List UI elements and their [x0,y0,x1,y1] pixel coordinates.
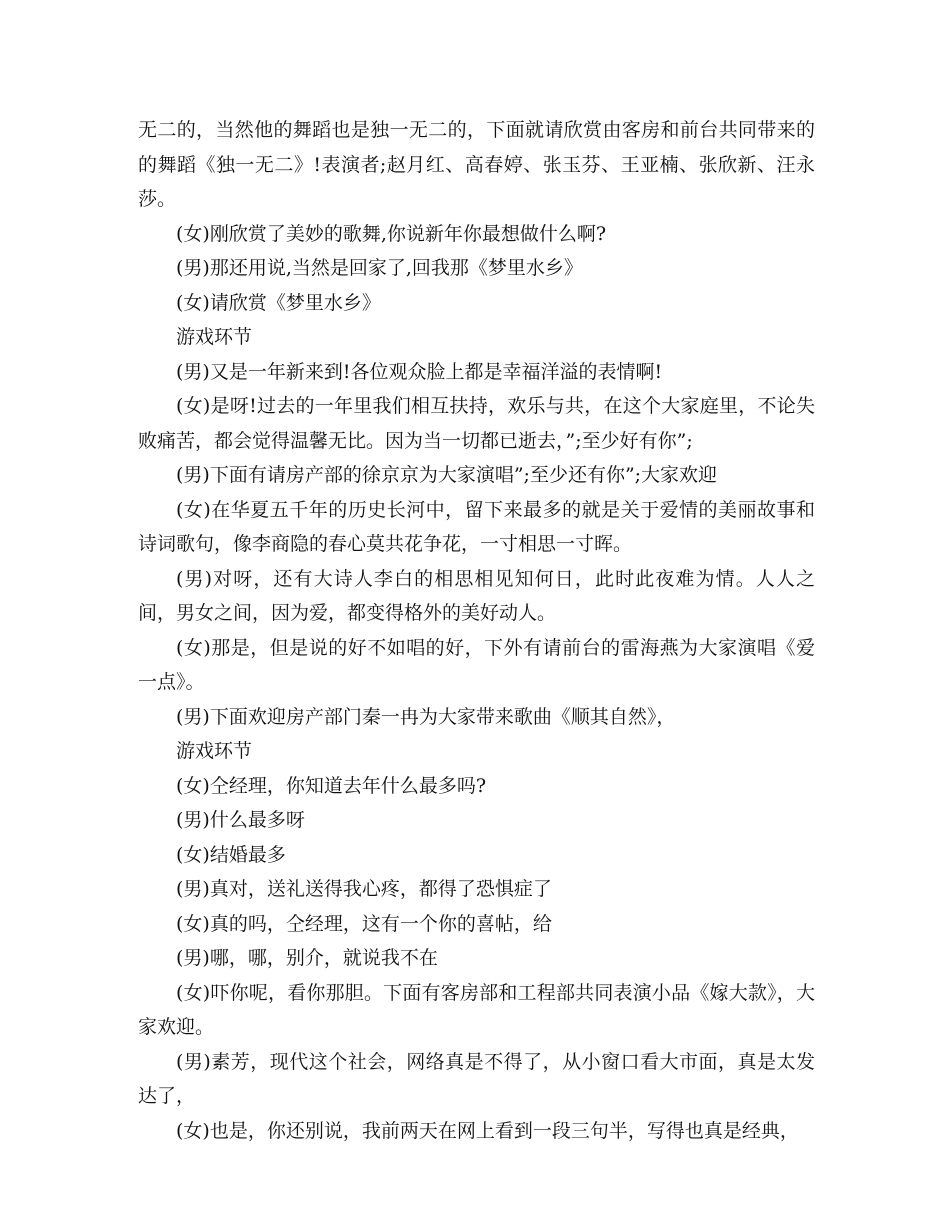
paragraph: (男)什么最多呀 [176,809,305,831]
paragraph: (女)也是，你还别说，我前两天在网上看到一段三句半，写得也真是经典， [176,1119,799,1142]
paragraph: (女)请欣赏《梦里水乡》 [176,291,381,314]
paragraph: (男)哪，哪，别介，就说我不在 [176,947,438,969]
paragraph: (女)刚欣赏了美妙的歌舞,你说新年你最想做什么啊? [176,222,607,245]
paragraph: (女)是呀!过去的一年里我们相互扶持，欢乐与共，在这个大家庭里，不论失败痛苦，都会觉得温馨无比。因为当一切都已逝去，”;至少好有你”; [138,395,815,452]
paragraph: (男)素芳，现代这个社会，网络真是不得了，从小窗口看大市面，真是太发达了， [138,1050,815,1107]
paragraph: (女)吓你呢，看你那胆。下面有客房部和工程部共同表演小品《嫁大款》，大家欢迎。 [138,981,815,1038]
paragraph: (男)对呀，还有大诗人李白的相思相见知何日，此时此夜难为情。人人之间，男女之间，因为爱，都变得格外的美好动人。 [138,567,815,624]
section-heading: 游戏环节 [176,326,253,348]
paragraph: (男)那还用说,当然是回家了,回我那《梦里水乡》 [176,257,583,279]
section-heading: 游戏环节 [176,740,253,762]
paragraph: (女)那是，但是说的好不如唱的好，下外有请前台的雷海燕为大家演唱《爱一点》。 [138,636,815,693]
document-body [138,113,815,1148]
paragraph: (女)结婚最多 [176,843,286,866]
paragraph: (男)又是一年新来到!各位观众脸上都是幸福洋溢的表情啊! [176,360,663,383]
paragraph: (男)真对，送礼送得我心疼，都得了恐惧症了 [176,878,552,900]
paragraph: (男)下面有请房产部的徐京京为大家演唱”;至少还有你”;大家欢迎 [176,464,718,486]
paragraph: (女)仝经理，你知道去年什么最多吗? [176,774,487,797]
paragraph: (男)下面欢迎房产部门秦一冉为大家带来歌曲《顺其自然》， [176,705,676,728]
paragraph: 无二的，当然他的舞蹈也是独一无二的，下面就请欣赏由客房和前台共同带来的的舞蹈《独一无二》!表演者;赵月红、高春婷、张玉芬、王亚楠、张欣新、汪永莎。 [138,119,815,210]
paragraph: (女)真的吗，仝经理，这有一个你的喜帖，给 [176,912,552,935]
paragraph: (女)在华夏五千年的历史长河中，留下来最多的就是关于爱情的美丽故事和诗词歌句，像李商隐的春心莫共花争花，一寸相思一寸晖。 [138,498,815,555]
